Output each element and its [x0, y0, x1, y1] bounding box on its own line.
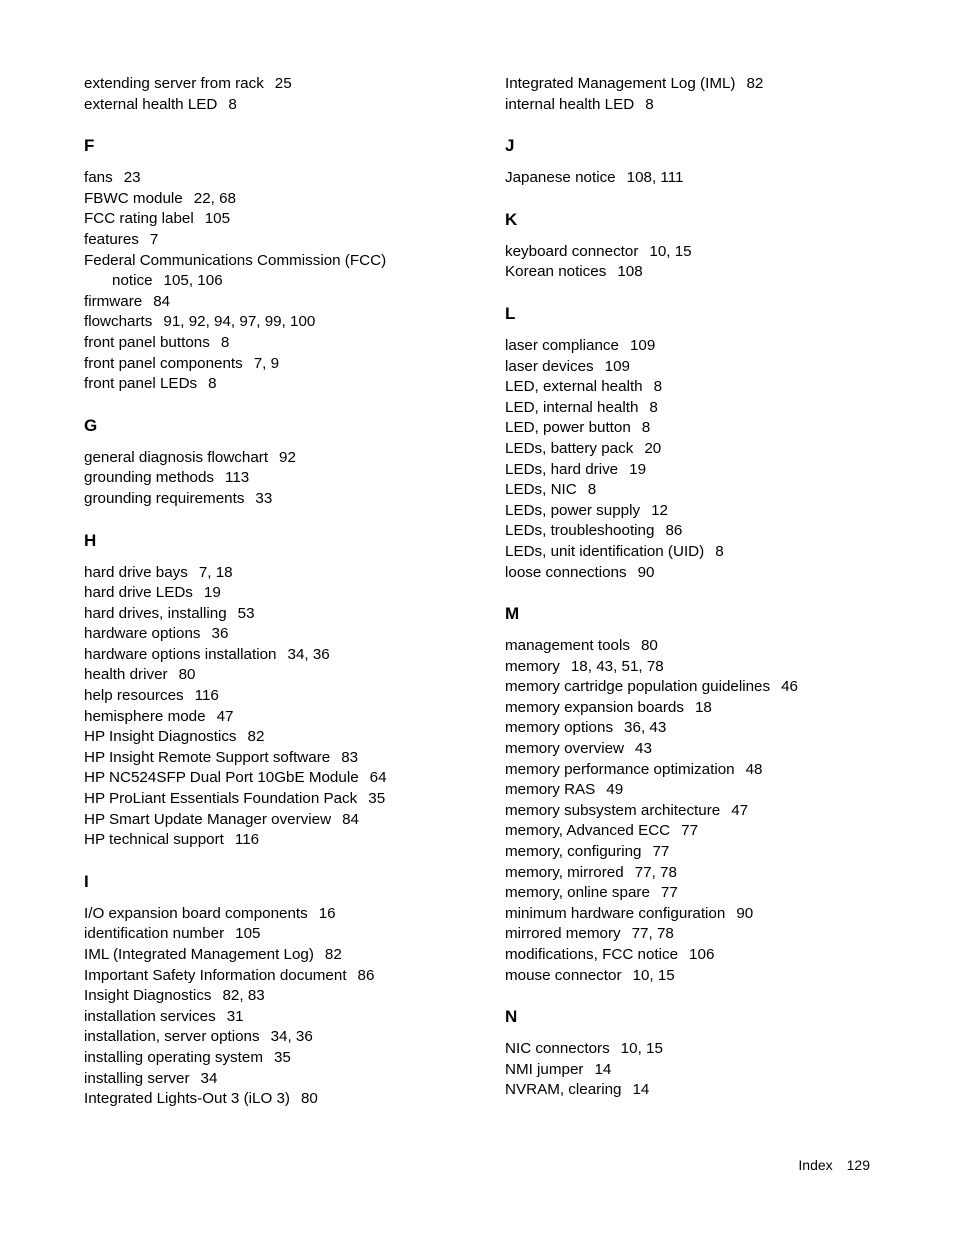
index-term: help resources [84, 687, 184, 705]
index-entry [505, 542, 905, 563]
index-term: memory expansion boards [505, 698, 684, 716]
index-entry [505, 780, 905, 801]
footer-label: Index [798, 1157, 833, 1173]
index-entry [84, 563, 484, 584]
index-page-refs[interactable]: 47 [216, 707, 234, 725]
index-page-refs[interactable]: 92 [279, 448, 296, 466]
index-term: HP Insight Remote Support software [84, 748, 331, 766]
index-term: keyboard connector [505, 242, 639, 260]
index-page-refs[interactable]: 82, 83 [222, 987, 265, 1005]
index-entry [84, 748, 484, 769]
index-term: mouse connector [505, 966, 622, 984]
index-entry [505, 398, 905, 419]
index-entry [84, 374, 484, 395]
index-entry [84, 489, 484, 510]
index-entry [84, 645, 484, 666]
index-term: HP Insight Diagnostics [84, 728, 237, 746]
index-page-refs[interactable]: 105 [204, 210, 231, 228]
index-column-right [505, 74, 905, 1101]
index-entry [84, 189, 484, 210]
index-entry [84, 333, 484, 354]
index-term: LED, power button [505, 419, 631, 437]
index-entry [505, 924, 905, 945]
index-entry [84, 74, 484, 95]
page-number: 129 [846, 1157, 870, 1173]
index-page-refs[interactable]: 8 [653, 378, 663, 396]
index-entry [84, 665, 484, 686]
index-entry [505, 357, 905, 378]
index-group [505, 74, 905, 115]
index-letter-heading: I [84, 871, 89, 891]
index-entry [505, 95, 905, 116]
index-page-refs[interactable]: 109 [629, 336, 656, 354]
index-term: LEDs, unit identification (UID) [505, 542, 705, 560]
index-term: extending server from rack [84, 75, 264, 92]
index-page-refs[interactable]: 108, 111 [626, 169, 684, 187]
index-entry [84, 1048, 484, 1069]
index-page-refs[interactable]: 84 [342, 810, 359, 828]
index-entry [505, 480, 905, 501]
index-page-refs[interactable]: 46 [781, 678, 798, 696]
index-entry [84, 95, 484, 116]
index-page-refs[interactable]: 86 [357, 966, 375, 984]
index-entry [84, 312, 484, 333]
index-page-refs[interactable]: 7, 18 [198, 563, 233, 581]
index-page-refs[interactable]: 8 [220, 333, 230, 351]
index-entry [505, 74, 905, 95]
index-entry [84, 604, 484, 625]
index-page-refs[interactable]: 80 [300, 1090, 318, 1108]
index-term: IML (Integrated Management Log) [84, 946, 314, 963]
index-entry [505, 698, 905, 719]
index-term: front panel components [84, 354, 243, 372]
index-page-refs[interactable]: 33 [255, 489, 273, 507]
index-page-refs[interactable]: 47 [731, 801, 749, 819]
index-term: LEDs, power supply [505, 501, 641, 519]
index-page-refs[interactable]: 34 [200, 1069, 218, 1087]
page-footer [798, 1157, 870, 1173]
index-page-refs[interactable]: 43 [635, 740, 652, 758]
index-term: LED, internal health [505, 398, 639, 416]
index-term: front panel LEDs [84, 375, 198, 393]
index-page-refs[interactable]: 77 [681, 822, 699, 840]
index-page-refs[interactable]: 53 [237, 604, 255, 622]
index-page-refs[interactable]: 8 [715, 542, 724, 560]
index-page-refs[interactable]: 34, 36 [287, 645, 330, 663]
index-entry [505, 677, 905, 698]
index-term: memory options [505, 719, 614, 737]
index-term: modifications, FCC notice [505, 946, 679, 963]
index-term: grounding methods [84, 469, 215, 487]
index-term: memory, configuring [505, 843, 642, 861]
index-term: HP Smart Update Manager overview [84, 810, 332, 828]
index-term: hardware options [84, 625, 201, 643]
index-page-refs[interactable]: 77 [660, 884, 678, 902]
index-entry [84, 945, 484, 966]
index-entry [84, 707, 484, 728]
index-term: FBWC module [84, 189, 183, 207]
index-page-refs[interactable]: 80 [178, 666, 196, 684]
index-term: HP ProLiant Essentials Foundation Pack [84, 790, 358, 808]
index-term: memory performance optimization [505, 760, 735, 778]
index-entry [505, 636, 905, 657]
index-group [505, 136, 905, 189]
index-page-refs[interactable]: 82 [324, 946, 342, 963]
index-term: LED, external health [505, 378, 643, 396]
index-page-refs[interactable]: 22, 68 [193, 189, 236, 207]
index-letter-heading: J [505, 136, 515, 156]
index-entry [505, 501, 905, 522]
index-entry [84, 251, 484, 272]
index-entry [84, 1069, 484, 1090]
index-column-left [84, 74, 484, 1110]
index-page-refs[interactable]: 36 [211, 625, 229, 643]
index-entry [505, 168, 905, 189]
index-page-refs[interactable]: 35 [368, 790, 386, 808]
index-term: installation services [84, 1007, 216, 1025]
index-term: LEDs, battery pack [505, 439, 634, 457]
index-entry [505, 563, 905, 584]
index-term: loose connections [505, 563, 627, 581]
index-term: Federal Communications Commission (FCC) [84, 251, 387, 269]
index-term: memory [505, 657, 560, 675]
index-letter-heading: K [505, 209, 518, 229]
index-term: mirrored memory [505, 925, 621, 943]
index-page-refs[interactable]: 34, 36 [270, 1028, 313, 1046]
index-entry [505, 377, 905, 398]
index-page-refs[interactable]: 105, 106 [163, 272, 223, 290]
index-page-refs[interactable]: 91, 92, 94, 97, 99, 100 [163, 313, 316, 331]
index-term: memory RAS [505, 781, 596, 799]
index-page-refs[interactable]: 116 [234, 831, 260, 849]
index-term: memory, mirrored [505, 863, 624, 881]
index-term: installing server [84, 1069, 190, 1087]
index-page-refs[interactable]: 23 [123, 169, 141, 187]
index-entry [505, 718, 905, 739]
index-page-refs[interactable]: 105 [235, 925, 261, 943]
index-entry [84, 768, 484, 789]
index-term: NIC connectors [505, 1040, 610, 1058]
index-term: hard drives, installing [84, 604, 227, 622]
index-entry [505, 801, 905, 822]
index-letter-heading: L [505, 303, 516, 323]
index-page-refs[interactable]: 8 [208, 375, 217, 393]
index-letter-heading: H [84, 530, 97, 550]
index-entry [505, 821, 905, 842]
index-page-refs[interactable]: 84 [153, 292, 171, 310]
index-entry [505, 945, 905, 966]
index-term: laser devices [505, 357, 594, 375]
index-page-refs[interactable]: 8 [641, 419, 651, 437]
index-group [84, 531, 484, 851]
index-page-refs[interactable]: 83 [341, 748, 359, 766]
index-entry [505, 657, 905, 678]
index-page-refs[interactable]: 14 [632, 1081, 650, 1099]
index-page-refs[interactable]: 8 [587, 481, 597, 499]
index-group [84, 416, 484, 510]
index-term: Important Safety Information document [84, 966, 347, 984]
index-term: features [84, 230, 139, 248]
index-term: fans [84, 169, 113, 187]
index-entry [84, 686, 484, 707]
index-term: LEDs, NIC [505, 481, 577, 499]
index-term: health driver [84, 666, 168, 684]
index-term: laser compliance [505, 336, 619, 354]
index-page-refs[interactable]: 12 [651, 501, 668, 519]
index-page-refs[interactable]: 10, 15 [620, 1040, 663, 1058]
index-entry [84, 830, 484, 851]
index-term: external health LED [84, 95, 218, 113]
index-entry [505, 262, 905, 283]
index-term: Japanese notice [505, 169, 616, 187]
index-page-refs[interactable]: 31 [226, 1007, 244, 1025]
index-page-refs[interactable]: 10, 15 [649, 242, 692, 260]
index-term: FCC rating label [84, 210, 194, 228]
index-term: HP NC524SFP Dual Port 10GbE Module [84, 769, 359, 787]
index-term: LEDs, troubleshooting [505, 522, 655, 540]
index-letter-heading: N [505, 1007, 518, 1027]
index-page-refs[interactable]: 18 [694, 698, 712, 716]
index-page-refs[interactable]: 106 [689, 946, 715, 963]
index-entry [84, 966, 484, 987]
index-entry [505, 1060, 905, 1081]
index-page-refs[interactable]: 7 [149, 230, 159, 248]
index-page-refs[interactable]: 48 [745, 760, 763, 778]
index-page-refs[interactable]: 19 [203, 584, 221, 602]
index-term: hardware options installation [84, 645, 277, 663]
index-entry [84, 230, 484, 251]
index-entry [84, 904, 484, 925]
index-group [505, 210, 905, 283]
index-entry [505, 883, 905, 904]
index-page-refs[interactable]: 77, 78 [634, 863, 677, 881]
index-entry [84, 1027, 484, 1048]
index-entry [84, 810, 484, 831]
index-entry [84, 986, 484, 1007]
index-term: installation, server options [84, 1028, 260, 1046]
index-letter-heading: G [84, 415, 98, 435]
index-entry [505, 460, 905, 481]
index-term: NVRAM, clearing [505, 1081, 622, 1099]
index-group [84, 872, 484, 1110]
index-page-refs[interactable]: 19 [629, 460, 647, 478]
index-term: flowcharts [84, 313, 153, 331]
index-term: firmware [84, 292, 143, 310]
index-page-refs[interactable]: 64 [369, 769, 387, 787]
index-letter-heading: M [505, 604, 520, 624]
index-entry [505, 760, 905, 781]
index-page-refs[interactable]: 77, 78 [631, 925, 674, 943]
index-entry [505, 1080, 905, 1101]
index-page-refs[interactable]: 8 [645, 95, 654, 113]
index-term: memory cartridge population guidelines [505, 678, 771, 696]
index-entry [505, 418, 905, 439]
index-page-refs[interactable]: 49 [606, 781, 624, 799]
index-entry [84, 583, 484, 604]
index-entry [505, 842, 905, 863]
index-entry [84, 271, 484, 292]
index-entry [84, 624, 484, 645]
index-page-refs[interactable]: 90 [637, 563, 655, 581]
index-term: hemisphere mode [84, 707, 206, 725]
index-entry [84, 468, 484, 489]
index-page-refs[interactable]: 36, 43 [624, 719, 667, 737]
index-page-refs[interactable]: 8 [649, 398, 658, 416]
index-entry [84, 1007, 484, 1028]
index-page-refs[interactable]: 82 [746, 75, 764, 92]
index-term: Insight Diagnostics [84, 987, 212, 1005]
index-entry [84, 789, 484, 810]
index-page-refs[interactable]: 25 [274, 75, 292, 92]
index-entry [505, 863, 905, 884]
index-entry [84, 448, 484, 469]
index-entry [505, 904, 905, 925]
index-entry [505, 966, 905, 987]
index-page-refs[interactable]: 116 [194, 687, 219, 705]
index-entry [505, 242, 905, 263]
index-term: memory subsystem architecture [505, 801, 721, 819]
index-page-refs[interactable]: 90 [736, 904, 754, 922]
index-term: internal health LED [505, 95, 635, 113]
index-letter-heading: F [84, 136, 95, 156]
index-term: management tools [505, 637, 630, 655]
index-term: LEDs, hard drive [505, 460, 619, 478]
index-page-refs[interactable]: 82 [247, 728, 265, 746]
index-entry [84, 209, 484, 230]
index-page-refs[interactable]: 14 [594, 1060, 612, 1078]
index-group [505, 604, 905, 986]
index-term: Korean notices [505, 263, 607, 281]
index-entry [505, 521, 905, 542]
index-term: notice [112, 272, 153, 290]
index-entry [84, 168, 484, 189]
index-page-refs[interactable]: 10, 15 [632, 966, 675, 984]
index-page-refs[interactable]: 113 [225, 469, 250, 487]
index-term: minimum hardware configuration [505, 904, 726, 922]
index-term: grounding requirements [84, 489, 245, 507]
index-entry [505, 1039, 905, 1060]
index-page-refs[interactable]: 80 [640, 637, 658, 655]
index-page-refs[interactable]: 108 [617, 263, 643, 281]
index-page-refs[interactable]: 16 [318, 904, 336, 922]
index-term: Integrated Lights-Out 3 (iLO 3) [84, 1090, 290, 1108]
index-entry [505, 439, 905, 460]
index-entry [84, 1089, 484, 1110]
index-term: front panel buttons [84, 333, 210, 351]
index-entry [84, 727, 484, 748]
index-group [505, 304, 905, 583]
index-entry [84, 924, 484, 945]
index-group [505, 1007, 905, 1101]
index-term: memory, online spare [505, 884, 650, 902]
index-term: I/O expansion board components [84, 904, 308, 922]
index-page-refs[interactable]: 20 [644, 439, 662, 457]
index-page-refs[interactable]: 8 [228, 95, 237, 113]
index-page-refs[interactable]: 18, 43, 51, 78 [570, 657, 664, 675]
index-group [84, 74, 484, 115]
index-term: installing operating system [84, 1048, 263, 1066]
index-page-refs[interactable]: 7, 9 [253, 354, 280, 372]
index-entry [84, 354, 484, 375]
index-page-refs[interactable]: 77 [652, 843, 670, 861]
index-page-refs[interactable]: 109 [604, 357, 630, 375]
index-entry [505, 739, 905, 760]
index-page-refs[interactable]: 86 [665, 522, 683, 540]
index-term: HP technical support [84, 831, 224, 849]
index-entry [84, 292, 484, 313]
index-term: hard drive bays [84, 563, 188, 581]
index-term: general diagnosis flowchart [84, 448, 269, 466]
index-term: memory, Advanced ECC [505, 822, 671, 840]
index-term: hard drive LEDs [84, 584, 193, 602]
index-term: identification number [84, 925, 225, 943]
index-term: NMI jumper [505, 1060, 584, 1078]
index-group [84, 136, 484, 395]
index-page-refs[interactable]: 35 [273, 1048, 291, 1066]
index-term: memory overview [505, 740, 624, 758]
index-entry [505, 336, 905, 357]
index-term: Integrated Management Log (IML) [505, 75, 736, 92]
